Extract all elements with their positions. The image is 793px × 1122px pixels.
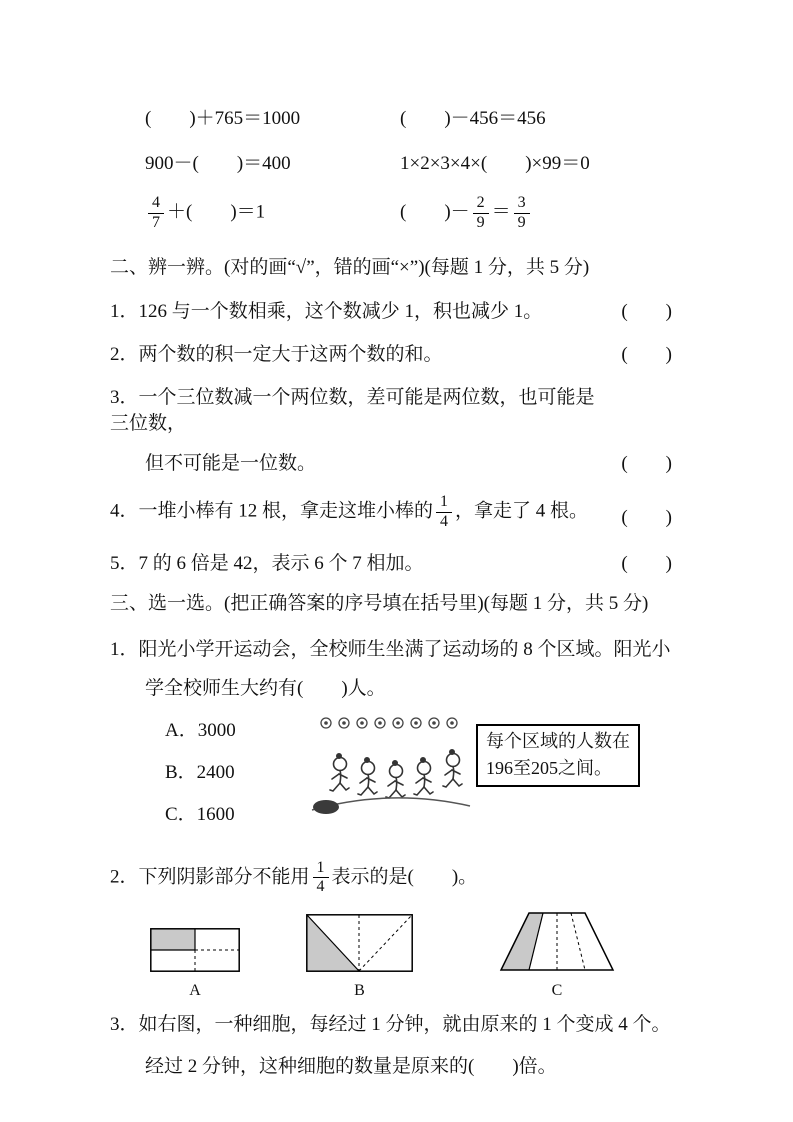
diagram-b bbox=[306, 914, 413, 1000]
fraction: $\frac{4}{7}$ bbox=[148, 195, 164, 232]
choice-q2: 2．下列阴影部分不能用 $\frac{1}{4}$ 表示的是( )。 bbox=[110, 858, 478, 896]
choice-q1-line2: 学全校师生大约有( )人。 bbox=[145, 677, 386, 699]
diagram-b-label: B bbox=[354, 981, 365, 999]
diagram-b-shape-icon bbox=[306, 914, 413, 972]
callout-text-line2: 196至205之间。 bbox=[486, 757, 612, 778]
diagram-a-shape-icon bbox=[150, 928, 240, 972]
diagram-c bbox=[499, 912, 615, 1000]
judge-item-1 bbox=[110, 299, 672, 325]
answer-bracket: ( ) bbox=[621, 506, 672, 528]
worksheet-content bbox=[110, 103, 672, 1080]
choice-q3-line2: 经过 2 分钟，这种细胞的数量是原来的( )倍。 bbox=[145, 1055, 557, 1077]
judge-item-text: 2．两个数的积一定大于这两个数的和。 bbox=[110, 344, 443, 365]
diagram-c-label: C bbox=[551, 981, 563, 999]
judge-item-2 bbox=[110, 342, 672, 368]
equation-blank: ( )－456＝456 bbox=[400, 108, 546, 129]
judge-item-text-line2: 但不可能是一位数。 bbox=[145, 453, 317, 474]
section-choice-title: 三、选一选。(把正确答案的序号填在括号里)(每题 1 分，共 5 分) bbox=[110, 592, 649, 614]
equation-blank: 900－( )＝400 bbox=[145, 153, 291, 174]
fraction: $\frac{2}{9}$ bbox=[473, 195, 489, 232]
equation-blank: ( )－ $\frac{2}{9}$ ＝ $\frac{3}{9}$ bbox=[400, 195, 533, 232]
equation-blank: ( )＋765＝1000 bbox=[145, 108, 301, 129]
fraction: $\frac{1}{4}$ bbox=[313, 860, 329, 897]
option-c: C．1600 bbox=[165, 803, 235, 825]
option-b: B．2400 bbox=[165, 761, 235, 783]
choice-q2-diagrams bbox=[110, 912, 672, 1000]
answer-bracket: ( ) bbox=[621, 453, 672, 474]
diagram-a bbox=[150, 928, 240, 1000]
answer-bracket: ( ) bbox=[621, 552, 672, 574]
judge-item-text: 5．7 的 6 倍是 42，表示 6 个 7 相加。 bbox=[110, 552, 424, 574]
judge-item-5 bbox=[110, 551, 672, 577]
judge-item-text: 3．一个三位数减一个两位数，差可能是两位数，也可能是三位数， bbox=[110, 387, 595, 434]
choice-q2-text: 2．下列阴影部分不能用 bbox=[110, 866, 310, 888]
judge-item-text: 1．126 与一个数相乘，这个数减少 1，积也减少 1。 bbox=[110, 301, 543, 322]
judge-item-4: 4．一堆小棒有 12 根，拿走这堆小棒的 $\frac{1}{4}$ ，拿走了 4 根。 ( ) bbox=[110, 493, 672, 530]
speech-callout-box bbox=[476, 724, 640, 787]
diagram-a-label: A bbox=[189, 981, 201, 999]
equation-blank: 1×2×3×4×( )×99＝0 bbox=[400, 153, 590, 174]
fraction: $\frac{1}{4}$ bbox=[436, 494, 452, 531]
answer-bracket: ( ) bbox=[621, 301, 672, 322]
fill-blank-row-2 bbox=[110, 148, 672, 175]
children-running-icon bbox=[310, 712, 472, 818]
running-children-illustration bbox=[310, 712, 472, 826]
choice-q1-body bbox=[110, 712, 672, 844]
equation-blank: $\frac{4}{7}$ ＋( )＝1 bbox=[145, 195, 400, 232]
callout-text-line1: 每个区域的人数在 bbox=[486, 730, 630, 751]
choice-q3 bbox=[110, 1012, 672, 1080]
section-judge-title: 二、辨一辨。(对的画“√”，错的画“×”)(每题 1 分，共 5 分) bbox=[110, 257, 590, 278]
choice-q3-line1: 3．如右图，一种细胞，每经过 1 分钟，就由原来的 1 个变成 4 个。 bbox=[110, 1013, 671, 1035]
judge-item-3 bbox=[110, 385, 672, 477]
choice-q1-options bbox=[165, 712, 310, 844]
option-a: A．3000 bbox=[165, 719, 236, 741]
choice-q1 bbox=[110, 637, 672, 844]
flower-row-icon bbox=[321, 718, 457, 728]
fill-blank-row-3 bbox=[110, 193, 672, 233]
judge-item-text: 4．一堆小棒有 12 根，拿走这堆小棒的 bbox=[110, 500, 434, 522]
fill-blank-row-1 bbox=[110, 103, 672, 130]
answer-bracket: ( ) bbox=[621, 344, 672, 365]
fraction: $\frac{3}{9}$ bbox=[514, 195, 530, 232]
diagram-c-shape-icon bbox=[499, 912, 615, 972]
choice-q1-line1: 1．阳光小学开运动会，全校师生坐满了运动场的 8 个区域。阳光小 bbox=[110, 638, 671, 660]
